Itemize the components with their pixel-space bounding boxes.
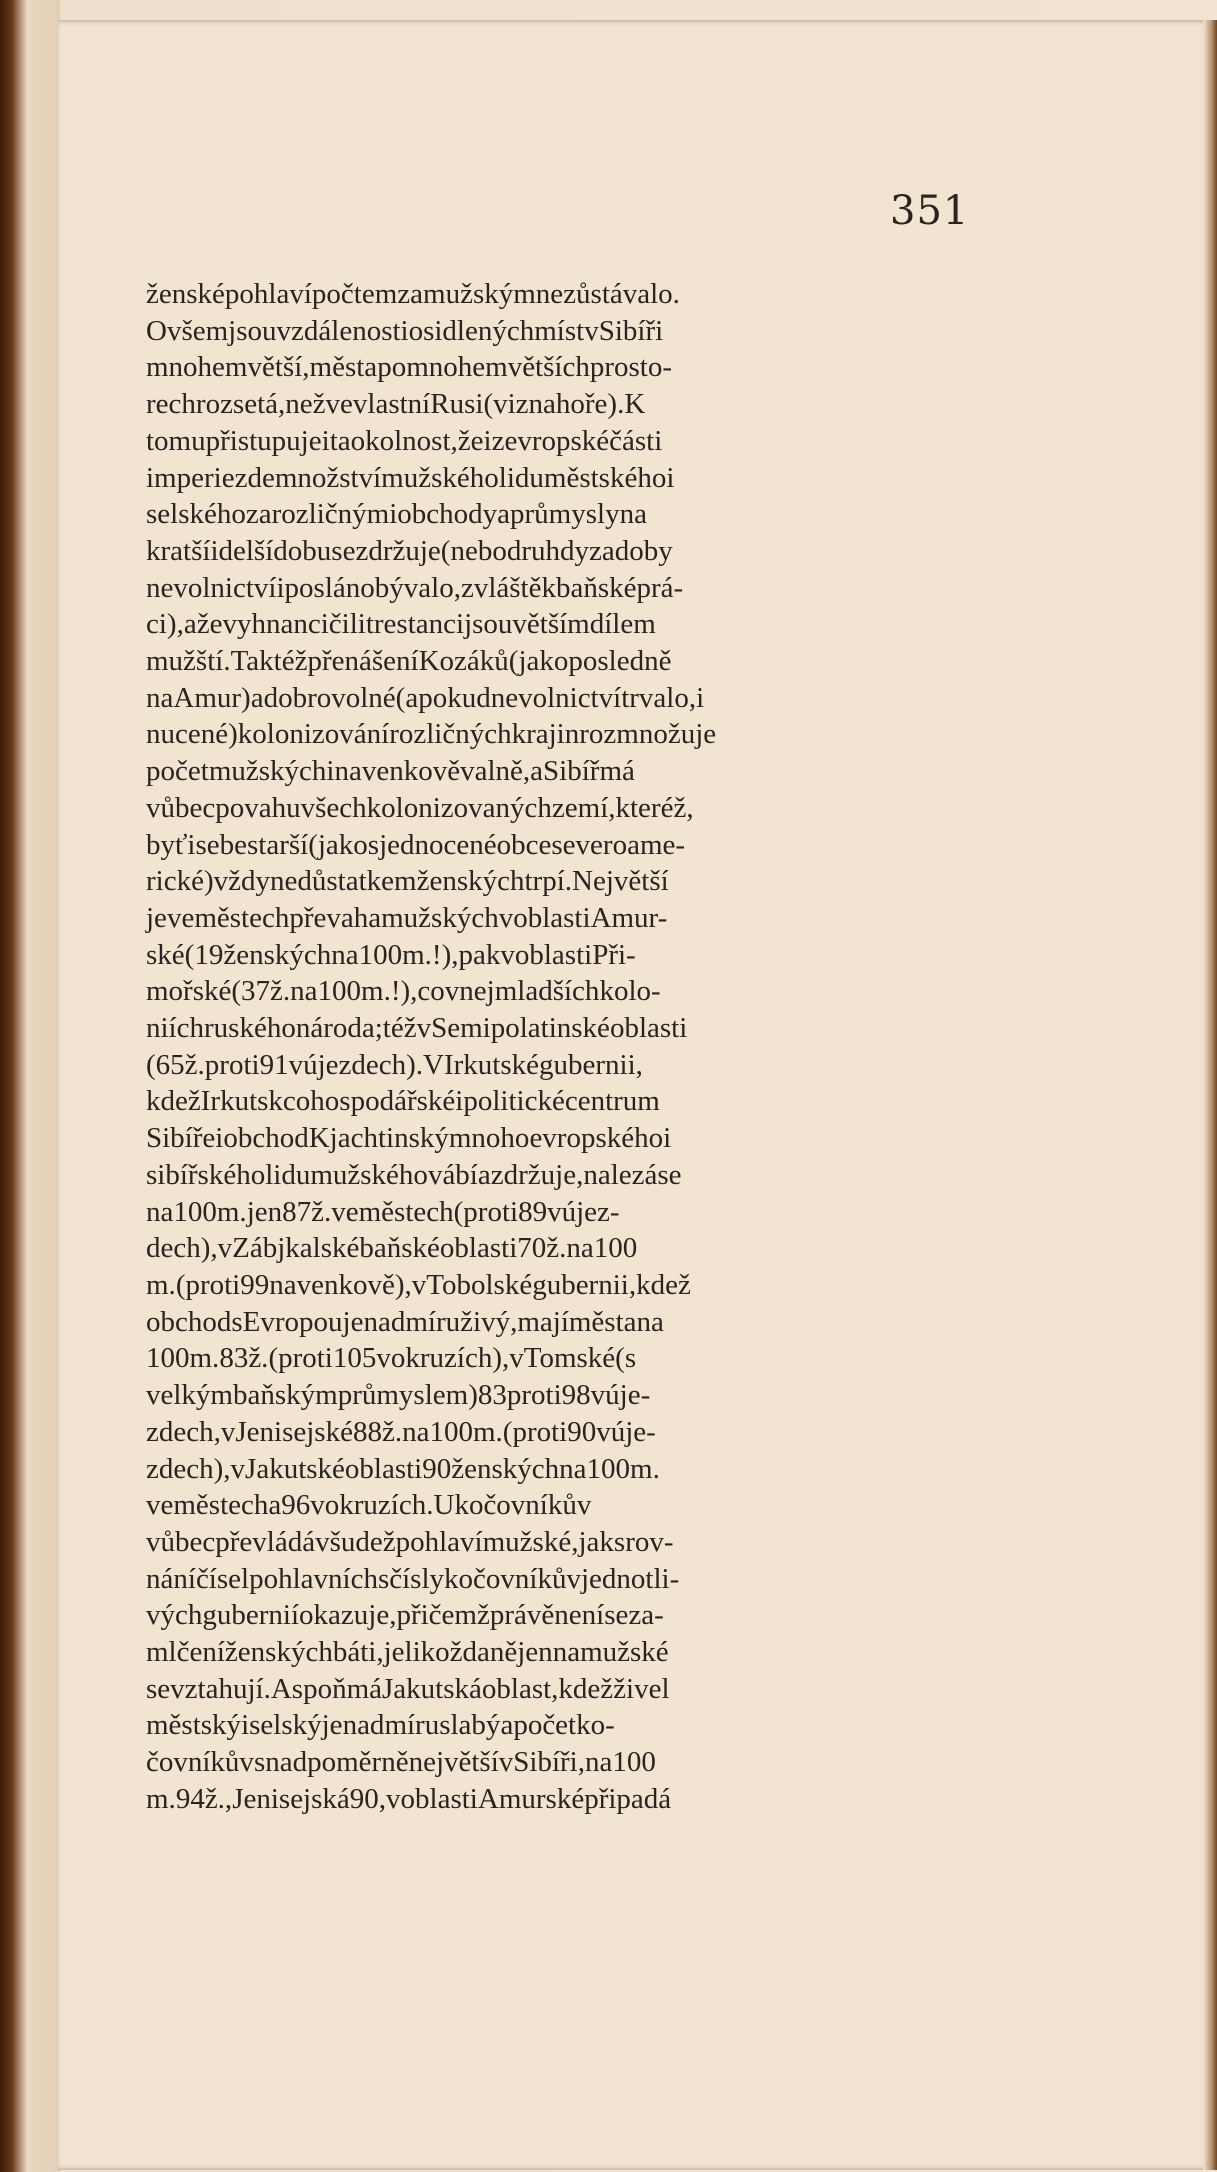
text-line: ci),aževyhnancičilitrestancijsouvětšímdílem: [146, 608, 656, 641]
text-line: mořské(37ž.na100m.!),covnejmladšíchkolo-: [146, 975, 661, 1008]
text-line: tomupřistupujeitaokolnost,žeizevropskéčásti: [146, 424, 663, 457]
text-line: kdežIrkutskcohospodářskéipolitickécentrum: [146, 1085, 660, 1118]
text-line: ské(19ženskýchna100m.!),pakvoblastiPři-: [146, 938, 636, 971]
text-line: zdech,vJenisejské88ž.na100m.(proti90vúje-: [146, 1415, 656, 1448]
text-line: sevztahují.AspoňmáJakutskáoblast,kdežživel: [146, 1672, 670, 1705]
text-line: žensképohlavípočtemzamužskýmnezůstávalo.: [146, 278, 680, 310]
text-line: mlčeníženskýchbáti,jelikoždanějennamužské: [146, 1636, 669, 1669]
text-line: imperiezdemnožstvímužskéholiduměstskéhoi: [146, 461, 675, 494]
text-line: vůbecpovahuvšechkolonizovanýchzemí,kteréž,: [146, 791, 694, 824]
text-line: kratšíidelšídobusezdržuje(nebodruhdyzadoby: [146, 534, 673, 567]
text-line: vůbecpřevládávšudežpohlavímužské,jaksrov-: [146, 1525, 674, 1558]
text-line: 100m.83ž.(proti105vokruzích),vTomské(s: [146, 1342, 637, 1375]
text-line: obchodsEvropoujenadmíruživý,majíměstana: [146, 1305, 664, 1338]
page-body-text: [146, 276, 966, 1818]
text-line: na100m.jen87ž.veměstech(proti89vújez-: [146, 1195, 620, 1228]
text-line: naAmur)adobrovolné(apokudnevolnictvítrvalo,i: [146, 681, 705, 714]
text-line: byťisebestarší(jakosjednocenéobceseveroame-: [146, 828, 686, 861]
text-line: nucené)kolonizovánírozličnýchkrajinrozmnožuje: [146, 718, 717, 751]
text-line: rechrozsetá,nežvevlastníRusi(viznahoře).K: [146, 388, 646, 421]
text-line: náníčíselpohlavníchsčíslykočovníkůvjednotli-: [146, 1562, 680, 1595]
previous-page-edge: [0, 0, 60, 2172]
text-line: dech),vZábjkalskébaňskéoblasti70ž.na100: [146, 1232, 638, 1265]
text-line: m.(proti99navenkově),vTobolskégubernii,kdež: [146, 1268, 691, 1301]
text-line: OvšemjsouvzdálenostiosidlenýchmístvSibíři: [146, 314, 664, 347]
text-line: početmužskýchinavenkověvalně,aSibířmá: [146, 755, 635, 788]
text-line: velkýmbaňskýmprůmyslem)83proti98vúje-: [146, 1379, 651, 1412]
text-line: sibířskéholidumužskéhovábíazdržuje,nalezáse: [146, 1158, 682, 1191]
text-line: čovníkůvsnadpoměrněnejvětšívSibíři,na100: [146, 1746, 656, 1779]
text-line: rické)vždynedůstatkemženskýchtrpí.Největší: [146, 865, 669, 898]
text-line: niíchruskéhonároda;téžvSemipolatinskéoblasti: [146, 1012, 688, 1045]
text-line: zdech),vJakutskéoblasti90ženskýchna100m.: [146, 1452, 660, 1485]
text-line: SibířeiobchodKjachtinskýmnohoevropskéhoi: [146, 1122, 672, 1155]
text-line: jeveměstechpřevahamužskýchvoblastiAmur-: [146, 901, 668, 934]
text-line: mužští.TaktéžpřenášeníKozáků(jakoposledně: [146, 645, 672, 678]
text-line: městskýiselskýjenadmíruslabýapočetko-: [146, 1709, 615, 1742]
text-line: mnohemvětší,městapomnohemvětšíchprosto-: [146, 351, 673, 384]
text-line: veměstecha96vokruzích.Ukočovníkův: [146, 1489, 592, 1522]
text-line: nevolnictvíiposlánobývalo,zvláštěkbaňsképrá-: [146, 571, 684, 604]
page-right-edge: [1203, 20, 1217, 2170]
page-number: 351: [890, 188, 970, 234]
text-line: selskéhozarozličnýmiobchodyaprůmyslyna: [146, 498, 647, 531]
text-line: m.94ž.,Jenisejská90,voblastiAmursképřipadá: [146, 1782, 672, 1815]
text-line: výchguberniíokazuje,přičemžprávěneníseza-: [146, 1599, 664, 1632]
text-line: (65ž.proti91vújezdech).VIrkutskégubernii,: [146, 1048, 643, 1081]
